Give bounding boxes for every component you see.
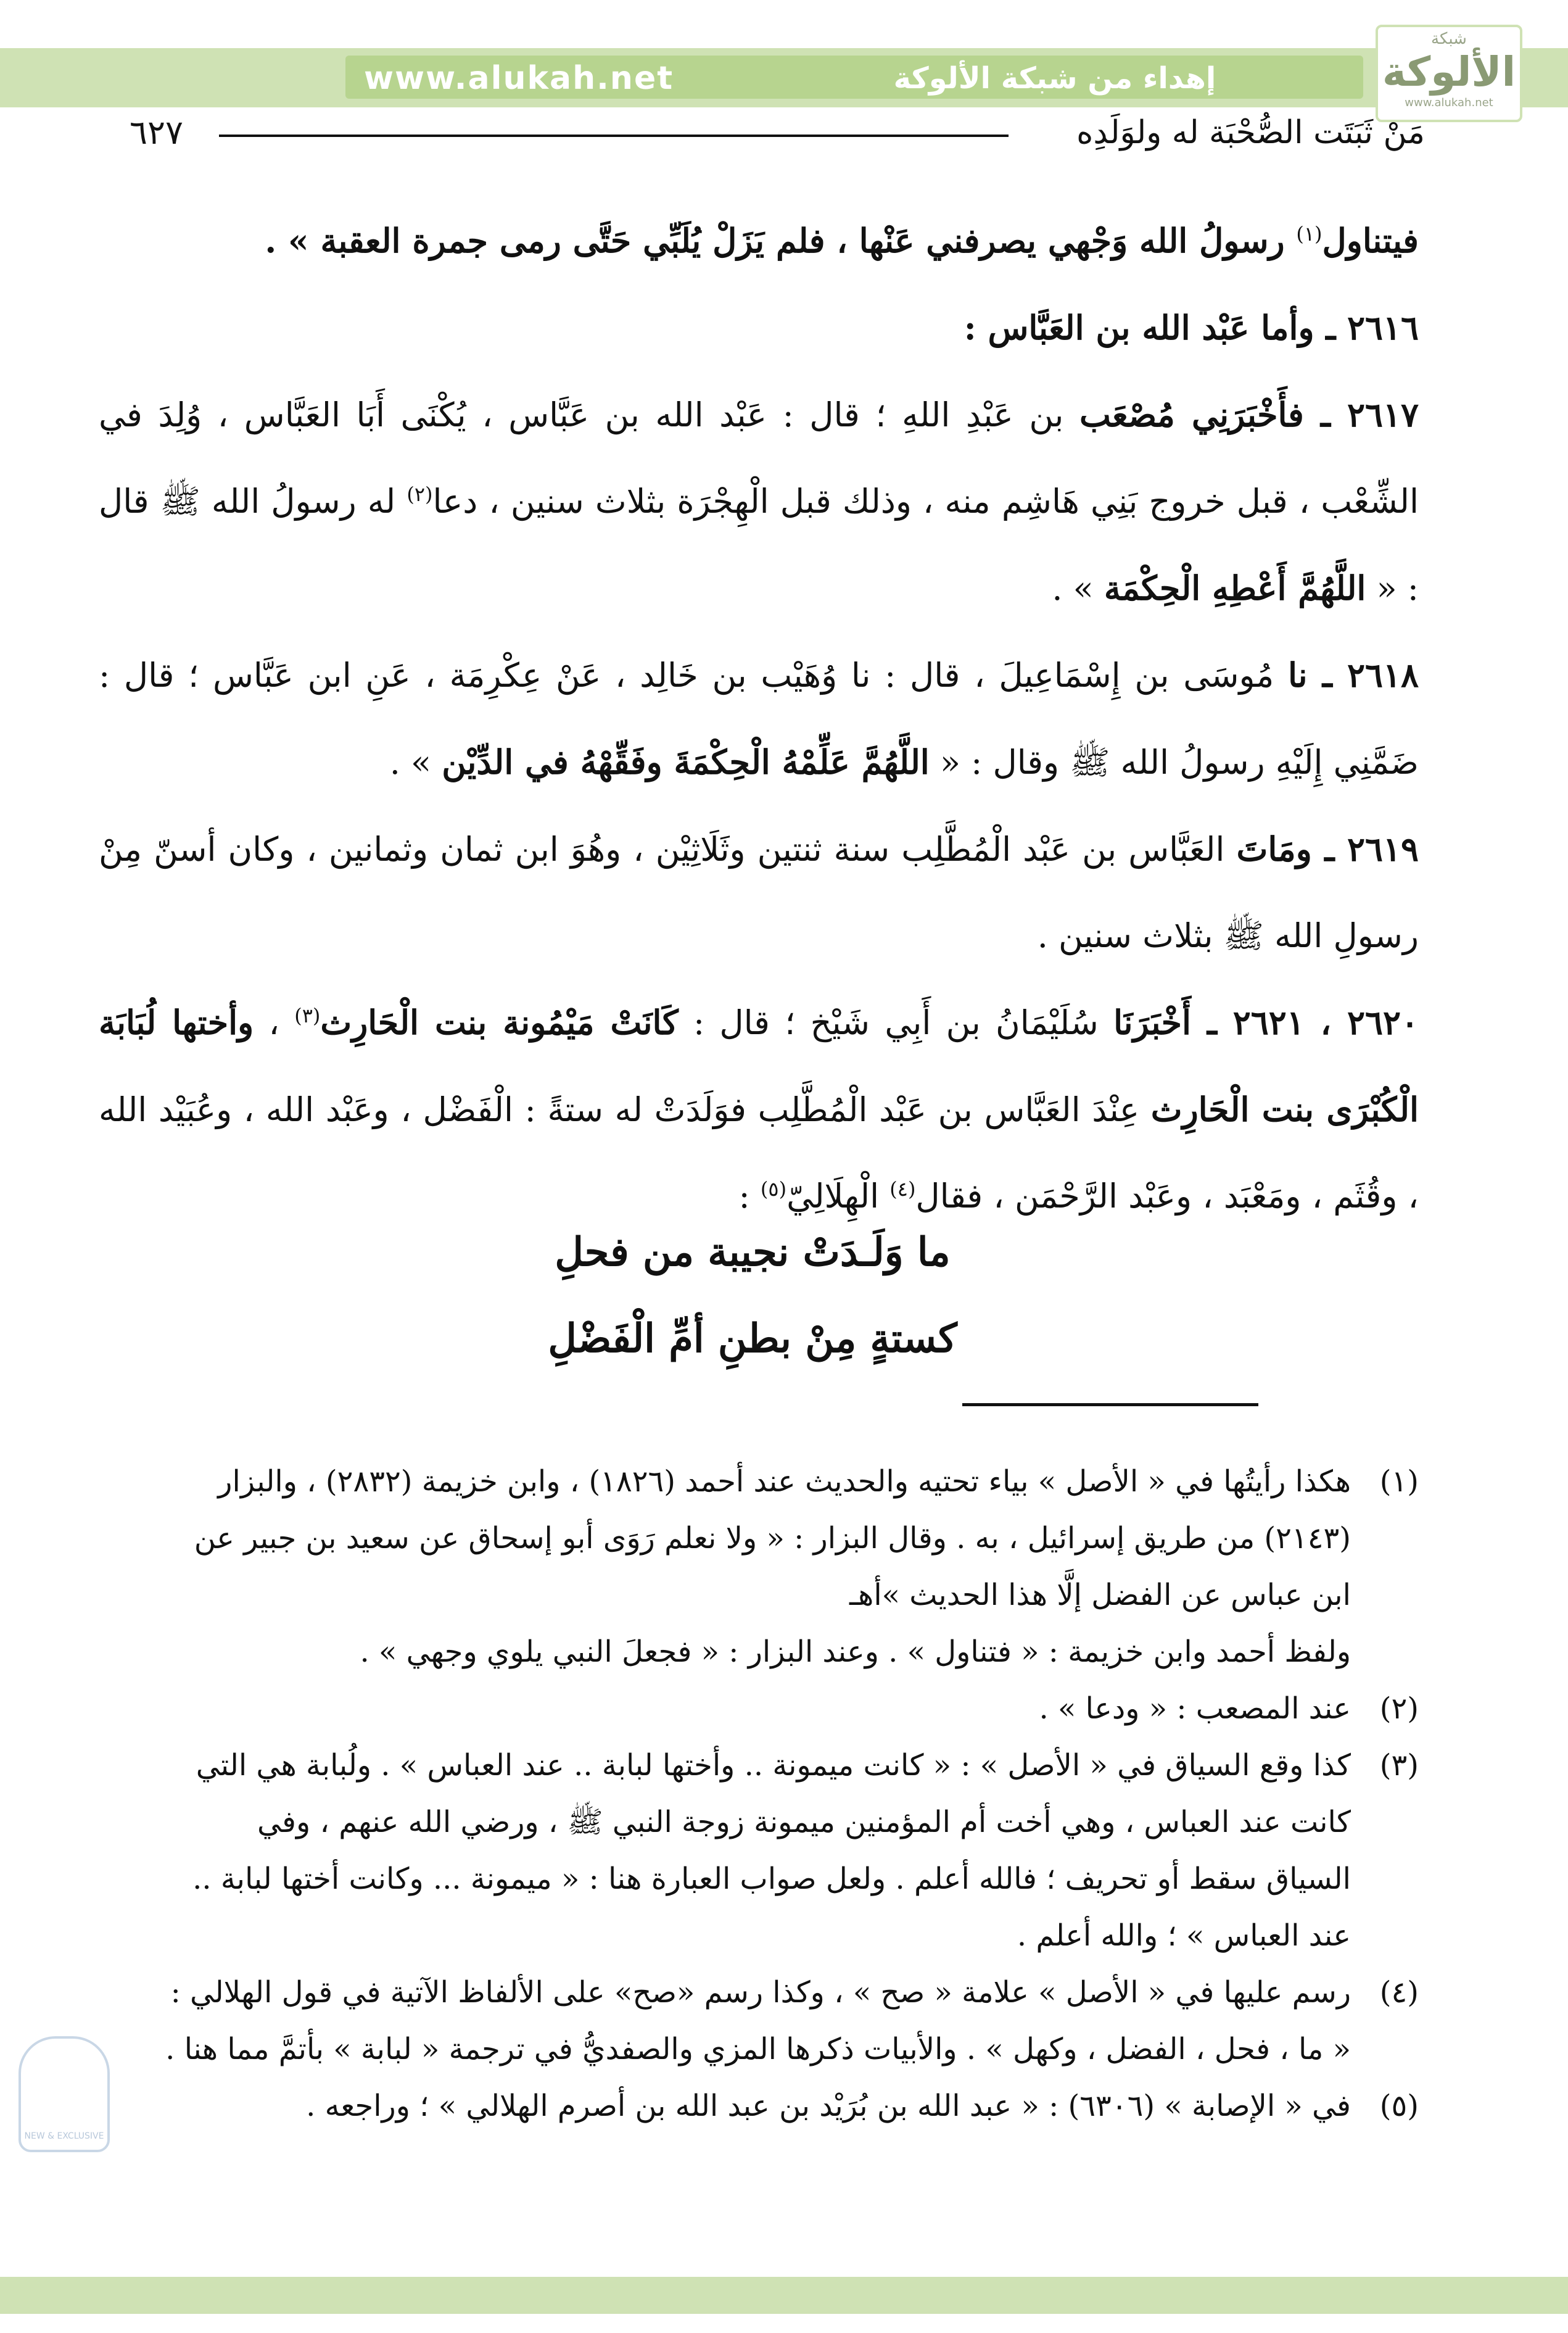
verse-line: كستةٍ مِنْ بطنِ أمِّ الْفَضْلِ [548, 1316, 957, 1362]
text-run: : [738, 1177, 761, 1216]
bold-text: ٢٦١٧ ـ فأَخْبَرَنِي مُصْعَب [1079, 395, 1419, 434]
footnote-line: (٢١٤٣) من طريق إسرائيل ، به . وقال البزار : « ولا نعلم رَوَى أبو إسحاق عن سعيد بن جبير عن [194, 1521, 1351, 1556]
page-number: ٦٢٧ [130, 113, 184, 152]
footnote-line: ولفظ أحمد وابن خزيمة : « فتناول » . وعند البزار : « فجعلَ النبي يلوي وجهي » . [360, 1635, 1351, 1669]
footnote-line: عند المصعب : « ودعا » . [1039, 1691, 1351, 1726]
paragraph [99, 979, 1419, 1240]
footnote-body [86, 1453, 1351, 1680]
footnote-line: ابن عباس عن الفضل إلَّا هذا الحديث »أهـ [849, 1578, 1351, 1612]
verse-line: ما وَلَـدَتْ نجيبة من فحلِ [555, 1229, 951, 1275]
footnote-line: « ما ، فحل ، الفضل ، وكهل » . والأبيات ذكرها المزي والصفديُّ في ترجمة « لبابة » بأتمَّ مما هنا . [165, 2032, 1351, 2066]
footnote-body [86, 1737, 1351, 1964]
text-run: سُلَيْمَانُ بن أَبِي شَيْخ ؛ قال : [678, 1003, 1114, 1042]
footnote-body [86, 1680, 1351, 1737]
footnote-body [86, 2078, 1351, 2134]
footnote-line: كذا وقع السياق في « الأصل » : « كانت ميمونة .. وأختها لبابة .. عند العباس » . ولُبابة هي التي [196, 1748, 1351, 1783]
banner-gift-text: إهداء من شبكة الألوكة [893, 61, 1216, 96]
text-run: له رسولُ الله ﷺ قال : « [99, 482, 1419, 608]
paragraph [99, 632, 1419, 806]
header-rule [219, 135, 1009, 137]
paragraph [99, 197, 1419, 284]
running-title: مَنْ ثَبَتَت الصُّحْبَة له ولوَلَدِه [1076, 114, 1425, 151]
logo-url-text: www.alukah.net [1405, 96, 1493, 109]
footnote [86, 1453, 1419, 1680]
text-run: ، [254, 1003, 295, 1042]
text-run: عِنْدَ العَبَّاس بن عَبْد الْمُطَّلِب فوَلَدَتْ له ستةً : الْفَضْل ، وعَبْد الله ، وعُبَيْد الله ، وقُثَم ، ومَعْبَد ، وعَبْد الرَّحْمَن ، فقال [99, 1090, 1419, 1216]
bold-text: ٢٦١٨ ـ نا [1288, 655, 1419, 695]
footnote-line: عند العباس » ؛ والله أعلم . [1017, 1918, 1351, 1953]
paragraph [99, 806, 1419, 979]
bold-text: ٢٦١٩ ـ ومَاتَ [1236, 829, 1419, 869]
footnote-ref: (٢) [406, 483, 433, 506]
footnote-ref: (٥) [760, 1177, 787, 1201]
banner-url: www.alukah.net [364, 60, 674, 97]
footnote-rule [962, 1403, 1258, 1406]
footnote-ref: (١) [1296, 222, 1322, 246]
footnote-line: رسم عليها في « الأصل » علامة « صح » ، وكذا رسم «صح» على الألفاظ الآتية في قول الهلالي : [170, 1975, 1351, 2010]
bold-text: اللَّهُمَّ أَعْطِهِ الْحِكْمَة [1104, 568, 1366, 608]
verse [370, 1209, 1135, 1382]
footnote-ref: (٤) [889, 1177, 916, 1201]
footnote [86, 2078, 1419, 2134]
bold-text: ٢٦٢٠ ، ٢٦٢١ ـ أَخْبَرَنَا [1113, 1003, 1419, 1042]
bold-text: فيتناول [1322, 221, 1419, 260]
text-run: الْهِلَالِيّ [786, 1177, 890, 1216]
logo-main-text: الألوكة [1382, 48, 1516, 96]
footnote-number: (٤) [1379, 1975, 1419, 2010]
top-banner [0, 48, 1568, 107]
footnote [86, 1964, 1419, 2078]
text-run: » . [389, 743, 442, 782]
footnote [86, 1680, 1419, 1737]
watermark-stamp [19, 2036, 110, 2152]
footnote-line: كانت عند العباس ، وهي أخت أم المؤمنين ميمونة زوجة النبي ﷺ ، ورضي الله عنهم ، وفي [257, 1805, 1351, 1839]
footnote-number: (٥) [1379, 2089, 1419, 2123]
stamp-text: NEW & EXCLUSIVE [24, 2131, 104, 2141]
bold-text: اللَّهُمَّ عَلِّمْهُ الْحِكْمَةَ وفَقِّهْهُ في الدِّيْن [442, 742, 930, 782]
footnotes [86, 1453, 1419, 2134]
paragraph [99, 371, 1419, 632]
footnote-line: في « الإصابة » (٦٣٠٦) : « عبد الله بن بُرَيْد بن عبد الله بن أصرم الهلالي » ؛ وراجعه . [306, 2089, 1351, 2123]
footnote-number: (٢) [1379, 1691, 1419, 1726]
text-run: مُوسَى بن إِسْمَاعِيلَ ، قال : نا وُهَيْب بن خَالِد ، عَنْ عِكْرِمَة ، عَنِ ابن عَبَّاس ؛ قال : ضَمَّنِي إِلَيْهِ رسولُ الله ﷺ وقال : « [99, 656, 1419, 782]
footnote-ref: (٣) [294, 1004, 321, 1027]
footer-band [0, 2277, 1568, 2314]
text-run: بن عَبْدِ اللهِ ؛ قال : عَبْد الله بن عَبَّاس ، يُكْنَى أَبَا العَبَّاس ، وُلِدَ في الشِّعْب ، قبل خروج بَنِي هَاشِم منه ، وذلك قبل الْهِجْرَة بثلاث سنين ، دعا [99, 396, 1419, 521]
logo-small-text: شبكة [1431, 30, 1467, 48]
bold-text: كَانَتْ مَيْمُونة بنت الْحَارِث [320, 1003, 679, 1042]
footnote-number: (٣) [1379, 1748, 1419, 1783]
footnote-line: هكذا رأيتُها في « الأصل » بياء تحتيه والحديث عند أحمد (١٨٢٦) ، وابن خزيمة (٢٨٣٢) ، والبزار [218, 1464, 1351, 1499]
main-text [99, 197, 1419, 1240]
text-run: » . [1052, 569, 1104, 608]
bold-text: ٢٦١٦ ـ وأما عَبْد الله بن العَبَّاس : [963, 308, 1419, 347]
bold-text: وأختها لُبَابَة الْكُبْرَى بنت الْحَارِث [99, 1003, 1419, 1129]
text-run: العَبَّاس بن عَبْد الْمُطَّلِب سنة ثنتين وثَلَاثِيْن ، وهُوَ ابن ثمان وثمانين ، وكان أسنّ مِنْ رسولِ الله ﷺ بثلاث سنين . [99, 830, 1419, 955]
footnote-line: السياق سقط أو تحريف ؛ فالله أعلم . ولعل صواب العبارة هنا : « ميمونة ... وكانت أختها لبابة .. [192, 1862, 1351, 1896]
paragraph [99, 284, 1419, 371]
footnote [86, 1737, 1419, 1964]
footnote-number: (١) [1379, 1464, 1419, 1499]
footnote-body [86, 1964, 1351, 2078]
alukah-logo [1376, 25, 1522, 122]
bold-text: رسولُ الله وَجْهي يصرفني عَنْها ، فلم يَزَلْ يُلَبِّي حَتَّى رمى جمرة العقبة » . [265, 221, 1297, 260]
